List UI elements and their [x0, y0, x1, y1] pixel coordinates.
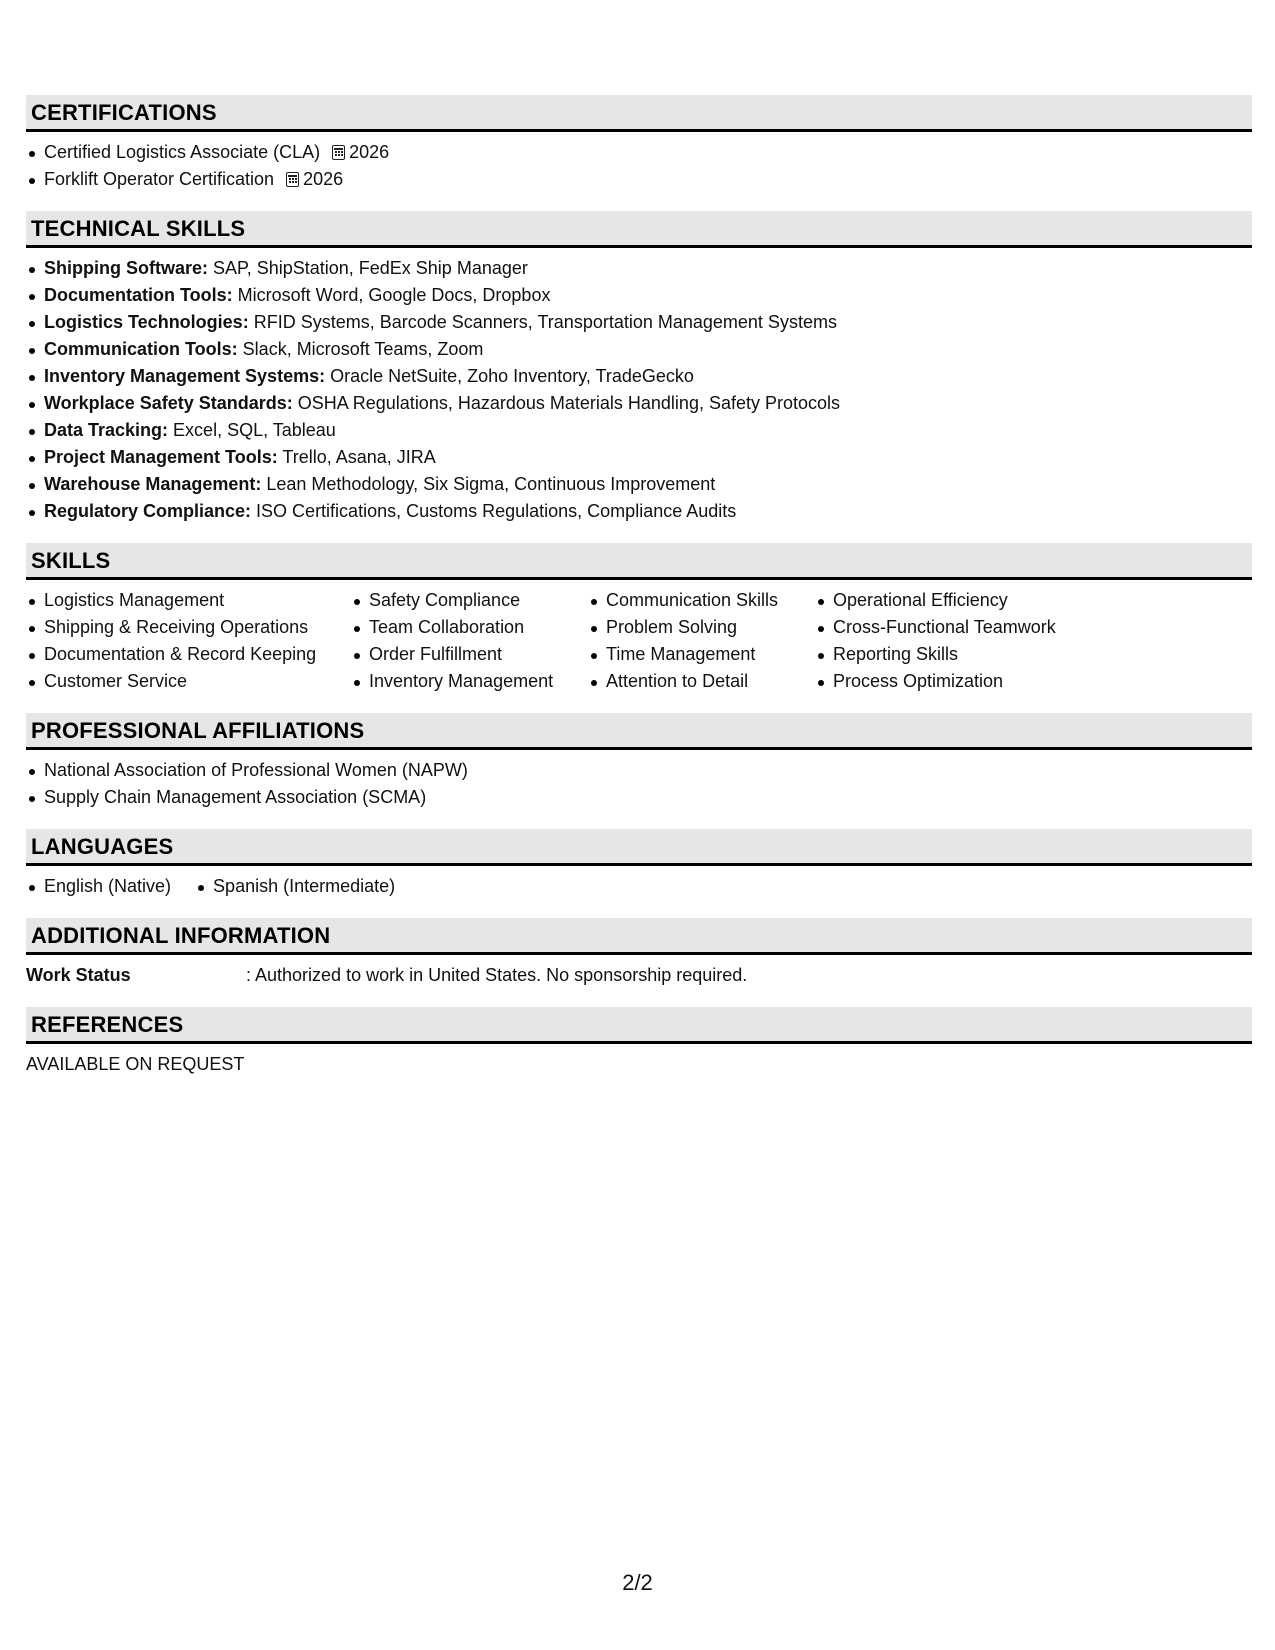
references-heading: REFERENCES [26, 1007, 1252, 1044]
technical-skill-label: Inventory Management Systems: [44, 366, 326, 386]
technical-skill-value: SAP, ShipStation, FedEx Ship Manager [208, 258, 528, 278]
languages-list [26, 873, 1252, 900]
page-number: 2/2 [622, 1570, 653, 1595]
technical-skill-label: Documentation Tools: [44, 285, 233, 305]
certification-name: Forklift Operator Certification [44, 169, 275, 189]
technical-skills-heading: TECHNICAL SKILLS [26, 211, 1252, 248]
work-status-value: : Authorized to work in United States. No sponsorship required. [246, 965, 748, 985]
skill-item: Process Optimization [815, 668, 1115, 695]
technical-skill-label: Data Tracking: [44, 420, 169, 440]
certification-item [26, 139, 1252, 166]
skill-item: Customer Service [26, 668, 351, 695]
technical-skill-item [26, 498, 1252, 525]
affiliation-item: National Association of Professional Women (NAPW) [26, 757, 1252, 784]
skills-column [351, 587, 588, 695]
affiliations-section [26, 713, 1252, 811]
skill-item: Shipping & Receiving Operations [26, 614, 351, 641]
skills-column [815, 587, 1115, 695]
certification-year: 2026 [303, 169, 344, 189]
calendar-icon [286, 172, 299, 187]
technical-skill-label: Regulatory Compliance: [44, 501, 252, 521]
skill-item: Problem Solving [588, 614, 815, 641]
technical-skill-item [26, 309, 1252, 336]
technical-skill-value: Oracle NetSuite, Zoho Inventory, TradeGecko [325, 366, 694, 386]
certifications-heading: CERTIFICATIONS [26, 95, 1252, 132]
technical-skill-value: Slack, Microsoft Teams, Zoom [237, 339, 484, 359]
certification-item [26, 166, 1252, 193]
work-status-label: Work Status [26, 965, 131, 985]
technical-skill-item [26, 471, 1252, 498]
certification-year: 2026 [349, 142, 390, 162]
skills-heading: SKILLS [26, 543, 1252, 580]
skill-item: Time Management [588, 641, 815, 668]
references-section [26, 1007, 1252, 1078]
technical-skill-item [26, 363, 1252, 390]
technical-skill-item [26, 417, 1252, 444]
technical-skills-list [26, 255, 1252, 525]
additional-info-section [26, 918, 1252, 989]
calendar-icon [332, 145, 345, 160]
additional-info-heading: ADDITIONAL INFORMATION [26, 918, 1252, 955]
skill-item: Order Fulfillment [351, 641, 588, 668]
languages-heading: LANGUAGES [26, 829, 1252, 866]
technical-skill-item [26, 282, 1252, 309]
skill-item: Logistics Management [26, 587, 351, 614]
skill-item: Safety Compliance [351, 587, 588, 614]
technical-skill-item [26, 255, 1252, 282]
technical-skill-item [26, 444, 1252, 471]
technical-skill-label: Warehouse Management: [44, 474, 262, 494]
skill-item: Communication Skills [588, 587, 815, 614]
language-item: Spanish (Intermediate) [195, 873, 395, 900]
technical-skill-value: RFID Systems, Barcode Scanners, Transportation Management Systems [248, 312, 837, 332]
skills-section [26, 543, 1252, 695]
technical-skill-label: Communication Tools: [44, 339, 238, 359]
resume-page [26, 95, 1252, 1096]
certifications-list [26, 139, 1252, 193]
technical-skill-label: Workplace Safety Standards: [44, 393, 293, 413]
skill-item: Cross-Functional Teamwork [815, 614, 1115, 641]
work-status-row [26, 962, 1252, 989]
technical-skill-label: Logistics Technologies: [44, 312, 249, 332]
technical-skill-value: ISO Certifications, Customs Regulations, Compliance Audits [251, 501, 737, 521]
skills-columns [26, 580, 1252, 695]
skills-column [26, 587, 351, 695]
technical-skill-value: Trello, Asana, JIRA [277, 447, 436, 467]
technical-skills-section [26, 211, 1252, 525]
affiliation-item: Supply Chain Management Association (SCMA) [26, 784, 1252, 811]
certifications-section [26, 95, 1252, 193]
language-item: English (Native) [26, 873, 171, 900]
technical-skill-label: Project Management Tools: [44, 447, 278, 467]
technical-skill-value: Microsoft Word, Google Docs, Dropbox [232, 285, 551, 305]
languages-section [26, 829, 1252, 900]
affiliations-list [26, 757, 1252, 811]
technical-skill-value: OSHA Regulations, Hazardous Materials Handling, Safety Protocols [292, 393, 841, 413]
technical-skill-label: Shipping Software: [44, 258, 208, 278]
references-text: AVAILABLE ON REQUEST [26, 1054, 245, 1074]
skill-item: Documentation & Record Keeping [26, 641, 351, 668]
skill-item: Operational Efficiency [815, 587, 1115, 614]
affiliations-heading: PROFESSIONAL AFFILIATIONS [26, 713, 1252, 750]
technical-skill-value: Excel, SQL, Tableau [168, 420, 336, 440]
certification-name: Certified Logistics Associate (CLA) [44, 142, 321, 162]
technical-skill-item [26, 390, 1252, 417]
skills-column [588, 587, 815, 695]
skill-item: Team Collaboration [351, 614, 588, 641]
skill-item: Reporting Skills [815, 641, 1115, 668]
technical-skill-item [26, 336, 1252, 363]
skill-item: Inventory Management [351, 668, 588, 695]
technical-skill-value: Lean Methodology, Six Sigma, Continuous Improvement [261, 474, 716, 494]
skill-item: Attention to Detail [588, 668, 815, 695]
